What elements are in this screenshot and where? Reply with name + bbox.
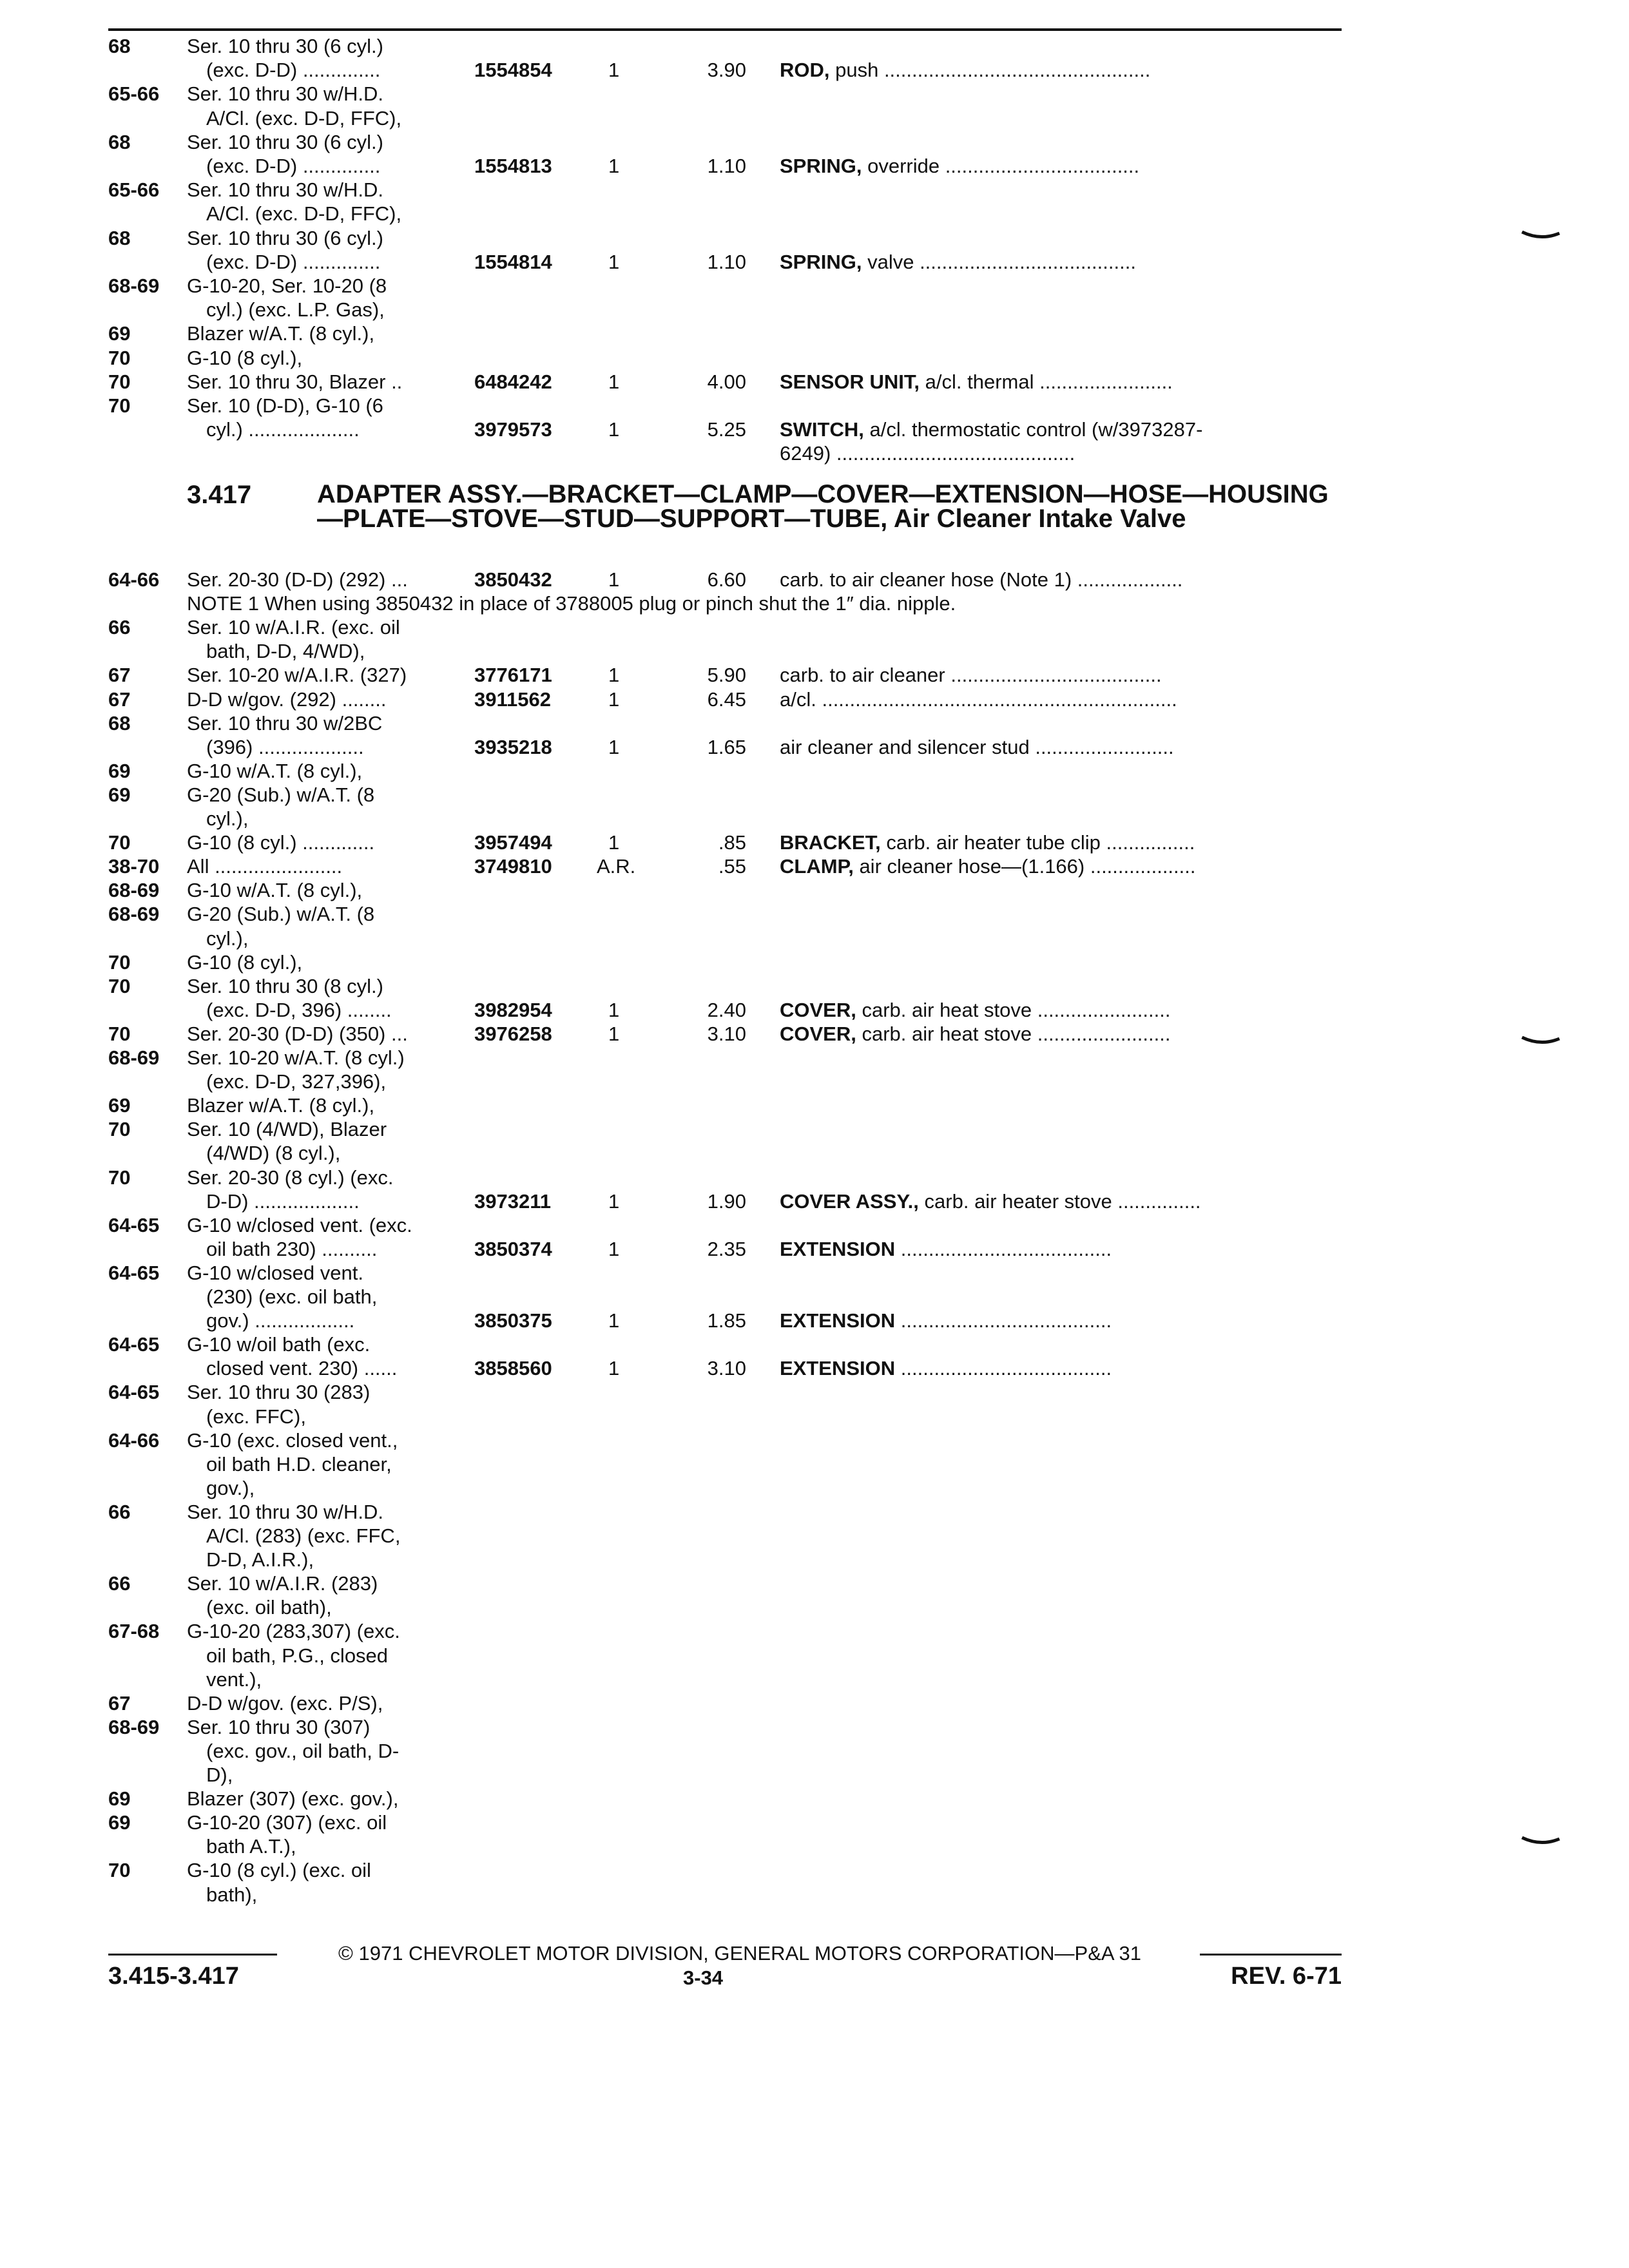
application: bath, D-D, 4/WD), [206,640,365,663]
application: bath), [206,1883,258,1906]
part-detail: carb. air heat stove ........................ [856,998,1171,1021]
part-detail: carb. to air cleaner ...................................... [780,664,1162,687]
application: G-10-20, Ser. 10-20 (8 [187,274,387,297]
list-price: 1.90 [707,1189,746,1213]
footer-copyright: © 1971 CHEVROLET MOTOR DIVISION, GENERAL MOTORS CORPORATION—P&A 31 [338,1942,1141,1965]
model-year: 64-65 [108,1213,160,1236]
binding-mark [1521,231,1561,240]
application: oil bath 230) .......... [206,1237,378,1260]
application: Ser. 10 (4/WD), Blazer [187,1118,387,1141]
part-description [780,1357,1342,1380]
part-description [780,442,1342,465]
list-price: 1.10 [707,250,746,273]
model-year: 68 [108,35,131,57]
part-detail: carb. air heater tube clip ................ [880,831,1195,854]
list-price: 3.10 [707,1022,746,1045]
part-name: CLAMP, [780,855,854,878]
application: cyl.), [206,927,249,950]
application: G-20 (Sub.) w/A.T. (8 [187,783,375,806]
model-year: 68-69 [108,1715,160,1738]
application: Ser. 10 thru 30 (6 cyl.) [187,35,383,57]
model-year: 68 [108,226,131,249]
application: Ser. 10 w/A.I.R. (exc. oil [187,616,400,639]
application: cyl.) .................... [206,418,360,441]
footer-rule-right [1200,1954,1342,1956]
list-price: .55 [718,855,746,878]
list-price: 6.45 [707,687,746,711]
quantity: 1 [608,568,620,591]
application: Ser. 10 thru 30 (307) [187,1715,371,1738]
model-year: 68-69 [108,1046,160,1069]
quantity: A.R. [597,855,636,878]
quantity: 1 [608,664,620,687]
model-year: 70 [108,394,131,417]
part-detail: 6249) ........................................... [780,442,1075,465]
list-price: 5.90 [707,664,746,687]
model-year: 68 [108,130,131,153]
part-detail: ...................................... [895,1309,1112,1332]
application: (exc. gov., oil bath, D- [206,1739,400,1762]
model-year: 66 [108,1572,131,1595]
quantity: 1 [608,998,620,1021]
part-description [780,664,1342,687]
application: A/Cl. (exc. D-D, FFC), [206,106,402,130]
part-number: 3850432 [474,568,552,591]
application: (exc. D-D, 396) ........ [206,998,392,1021]
application: Ser. 10 w/A.I.R. (283) [187,1572,378,1595]
footer-section-range: 3.415-3.417 [108,1963,239,1990]
part-number: 3749810 [474,855,552,878]
application: oil bath H.D. cleaner, [206,1452,392,1475]
application: A/Cl. (283) (exc. FFC, [206,1524,401,1547]
application: (230) (exc. oil bath, [206,1285,378,1308]
part-description [780,999,1342,1022]
section-title: ADAPTER ASSY.—BRACKET—CLAMP—COVER—EXTENSION—HOSE—HOUSING—PLATE—STOVE—STUD—SUPPORT—TUBE, Air Cleaner Intake Valve [317,480,1329,533]
part-description [780,1309,1342,1332]
application: G-20 (Sub.) w/A.T. (8 [187,903,375,926]
list-price: .85 [718,831,746,854]
application: D-D w/gov. (exc. P/S), [187,1691,383,1715]
application: bath A.T.), [206,1835,296,1858]
page-number: 3-34 [683,1966,724,1989]
application: cyl.) (exc. L.P. Gas), [206,298,385,322]
part-description [780,1023,1342,1046]
part-detail: push ................................................ [829,59,1151,82]
model-year: 67-68 [108,1620,160,1643]
part-number: 1554813 [474,155,552,177]
application: Ser. 10 thru 30 (6 cyl.) [187,226,383,249]
part-name: EXTENSION [780,1237,896,1260]
section-number: 3.417 [187,481,252,509]
part-number: 3850375 [474,1309,552,1332]
part-number: 3957494 [474,831,552,854]
application: Ser. 20-30 (D-D) (292) ... [187,568,408,591]
application: G-10 (8 cyl.), [187,346,303,369]
part-name: EXTENSION [780,1309,896,1332]
model-year: 64-65 [108,1333,160,1356]
application: Ser. 10 (D-D), G-10 (6 [187,394,383,417]
application: D-D, A.I.R.), [206,1548,314,1571]
part-name: SENSOR UNIT, [780,370,920,393]
model-year: 66 [108,616,131,639]
application: (exc. D-D) .............. [206,59,381,82]
application: D), [206,1763,233,1786]
model-year: 70 [108,1118,131,1141]
part-detail: a/cl. ................................................................ [780,687,1177,711]
part-detail: a/cl. thermostatic control (w/3973287- [863,418,1203,441]
model-year: 66 [108,1500,131,1523]
model-year: 65-66 [108,178,160,202]
part-name: BRACKET, [780,831,881,854]
part-number: 3850374 [474,1237,552,1260]
model-year: 68-69 [108,879,160,902]
application: gov.) .................. [206,1309,355,1332]
quantity: 1 [608,1189,620,1213]
list-price: 1.65 [707,735,746,758]
model-year: 70 [108,974,131,997]
part-description [780,1238,1342,1261]
application: Ser. 10 thru 30, Blazer .. [187,370,403,393]
part-name: SPRING, [780,155,862,177]
part-description [780,688,1342,711]
application: oil bath, P.G., closed [206,1644,389,1667]
application: Blazer w/A.T. (8 cyl.), [187,1094,375,1117]
part-detail: ...................................... [895,1237,1112,1260]
part-number: 3979573 [474,418,552,441]
model-year: 67 [108,687,131,711]
application: G-10 (8 cyl.) ............. [187,831,375,854]
part-description [780,831,1342,854]
application: (exc. D-D) .............. [206,250,381,273]
model-year: 69 [108,1811,131,1834]
application: Ser. 10 thru 30 w/H.D. [187,178,383,202]
application: G-10 w/closed vent. (exc. [187,1213,412,1236]
quantity: 1 [608,831,620,854]
quantity: 1 [608,250,620,273]
part-description [780,155,1342,178]
model-year: 69 [108,322,131,345]
part-number: 3911562 [474,687,551,711]
application: G-10-20 (283,307) (exc. [187,1620,400,1643]
quantity: 1 [608,1309,620,1332]
part-detail: carb. air heater stove ............... [918,1189,1201,1213]
quantity: 1 [608,1357,620,1380]
model-year: 68-69 [108,903,160,926]
application: Ser. 20-30 (D-D) (350) ... [187,1022,408,1045]
list-price: 1.10 [707,155,746,177]
part-name: SPRING, [780,250,862,273]
application: Blazer (307) (exc. gov.), [187,1787,399,1811]
application: D-D w/gov. (292) ........ [187,687,387,711]
application: (396) ................... [206,735,364,758]
model-year: 70 [108,950,131,974]
part-detail: carb. to air cleaner hose (Note 1) ................... [780,568,1183,591]
model-year: 69 [108,759,131,782]
part-description [780,251,1342,274]
part-name: EXTENSION [780,1357,896,1380]
application: (exc. oil bath), [206,1596,332,1619]
application: Ser. 10 thru 30 w/H.D. [187,82,383,106]
application: closed vent. 230) ...... [206,1357,398,1380]
quantity: 1 [608,687,620,711]
application: Blazer w/A.T. (8 cyl.), [187,322,375,345]
note-text: NOTE 1 When using 3850432 in place of 3788005 plug or pinch shut the 1″ dia. nipple. [187,592,956,615]
part-number: 3858560 [474,1357,552,1380]
footer-rule-left [108,1954,277,1956]
part-detail: override ................................... [862,155,1140,177]
application: (exc. FFC), [206,1405,306,1428]
list-price: 6.60 [707,568,746,591]
model-year: 64-65 [108,1381,160,1404]
application: cyl.), [206,807,249,830]
model-year: 67 [108,1691,131,1715]
part-number: 3982954 [474,998,552,1021]
application: G-10 w/A.T. (8 cyl.), [187,759,363,782]
part-name: COVER ASSY., [780,1189,919,1213]
model-year: 64-66 [108,568,160,591]
part-name: ROD, [780,59,830,82]
model-year: 65-66 [108,82,160,106]
application: D-D) ................... [206,1189,360,1213]
application: gov.), [206,1476,255,1499]
model-year: 64-66 [108,1428,160,1452]
part-number: 1554854 [474,59,552,82]
part-description [780,568,1342,591]
model-year: 69 [108,1787,131,1811]
application: (exc. D-D) .............. [206,155,381,177]
application: Ser. 10-20 w/A.I.R. (327) [187,664,407,687]
application: (exc. D-D, 327,396), [206,1070,387,1093]
part-number: 1554814 [474,250,552,273]
binding-mark [1521,1036,1561,1045]
model-year: 70 [108,1022,131,1045]
part-description [780,59,1342,82]
quantity: 1 [608,418,620,441]
model-year: 70 [108,370,131,393]
application: Ser. 10 thru 30 (8 cyl.) [187,974,383,997]
application: G-10-20 (307) (exc. oil [187,1811,387,1834]
list-price: 5.25 [707,418,746,441]
quantity: 1 [608,59,620,82]
part-description [780,736,1342,759]
part-description [780,418,1342,441]
quantity: 1 [608,735,620,758]
part-detail: valve ....................................... [862,250,1136,273]
model-year: 70 [108,831,131,854]
part-number: 6484242 [474,370,552,393]
quantity: 1 [608,370,620,393]
part-detail: a/cl. thermal ........................ [920,370,1173,393]
quantity: 1 [608,155,620,177]
list-price: 3.10 [707,1357,746,1380]
list-price: 2.35 [707,1237,746,1260]
model-year: 64-65 [108,1261,160,1284]
part-description [780,1190,1342,1213]
model-year: 70 [108,1859,131,1882]
application: A/Cl. (exc. D-D, FFC), [206,202,402,226]
revision-date: REV. 6-71 [1231,1963,1342,1990]
application: vent.), [206,1667,262,1691]
application: Ser. 10 thru 30 (6 cyl.) [187,130,383,153]
list-price: 3.90 [707,59,746,82]
part-name: COVER, [780,998,856,1021]
application: Ser. 10 thru 30 w/2BC [187,711,383,735]
application: All ....................... [187,855,343,878]
model-year: 70 [108,1166,131,1189]
part-name: COVER, [780,1022,856,1045]
application: Ser. 10 thru 30 w/H.D. [187,1500,383,1523]
quantity: 1 [608,1022,620,1045]
top-rule [108,28,1342,31]
part-detail: air cleaner hose—(1.166) ................... [853,855,1196,878]
application: G-10 (exc. closed vent., [187,1428,398,1452]
model-year: 69 [108,783,131,806]
application: Ser. 20-30 (8 cyl.) (exc. [187,1166,394,1189]
binding-mark [1521,1836,1561,1845]
part-description [780,855,1342,878]
application: G-10 (8 cyl.), [187,950,303,974]
model-year: 69 [108,1094,131,1117]
part-name: SWITCH, [780,418,864,441]
model-year: 68-69 [108,274,160,297]
part-detail: ...................................... [895,1357,1112,1380]
application: G-10 w/closed vent. [187,1261,363,1284]
application: G-10 w/oil bath (exc. [187,1333,371,1356]
application: Ser. 10-20 w/A.T. (8 cyl.) [187,1046,405,1069]
part-detail: air cleaner and silencer stud ......................... [780,735,1174,758]
list-price: 1.85 [707,1309,746,1332]
part-number: 3776171 [474,664,552,687]
application: (4/WD) (8 cyl.), [206,1142,341,1165]
model-year: 70 [108,346,131,369]
model-year: 67 [108,664,131,687]
part-description [780,370,1342,394]
application: G-10 (8 cyl.) (exc. oil [187,1859,371,1882]
quantity: 1 [608,1237,620,1260]
part-number: 3935218 [474,735,552,758]
part-number: 3973211 [474,1189,551,1213]
model-year: 38-70 [108,855,160,878]
application: Ser. 10 thru 30 (283) [187,1381,371,1404]
list-price: 2.40 [707,998,746,1021]
application: G-10 w/A.T. (8 cyl.), [187,879,363,902]
part-detail: carb. air heat stove ........................ [856,1022,1171,1045]
part-number: 3976258 [474,1022,552,1045]
model-year: 68 [108,711,131,735]
list-price: 4.00 [707,370,746,393]
